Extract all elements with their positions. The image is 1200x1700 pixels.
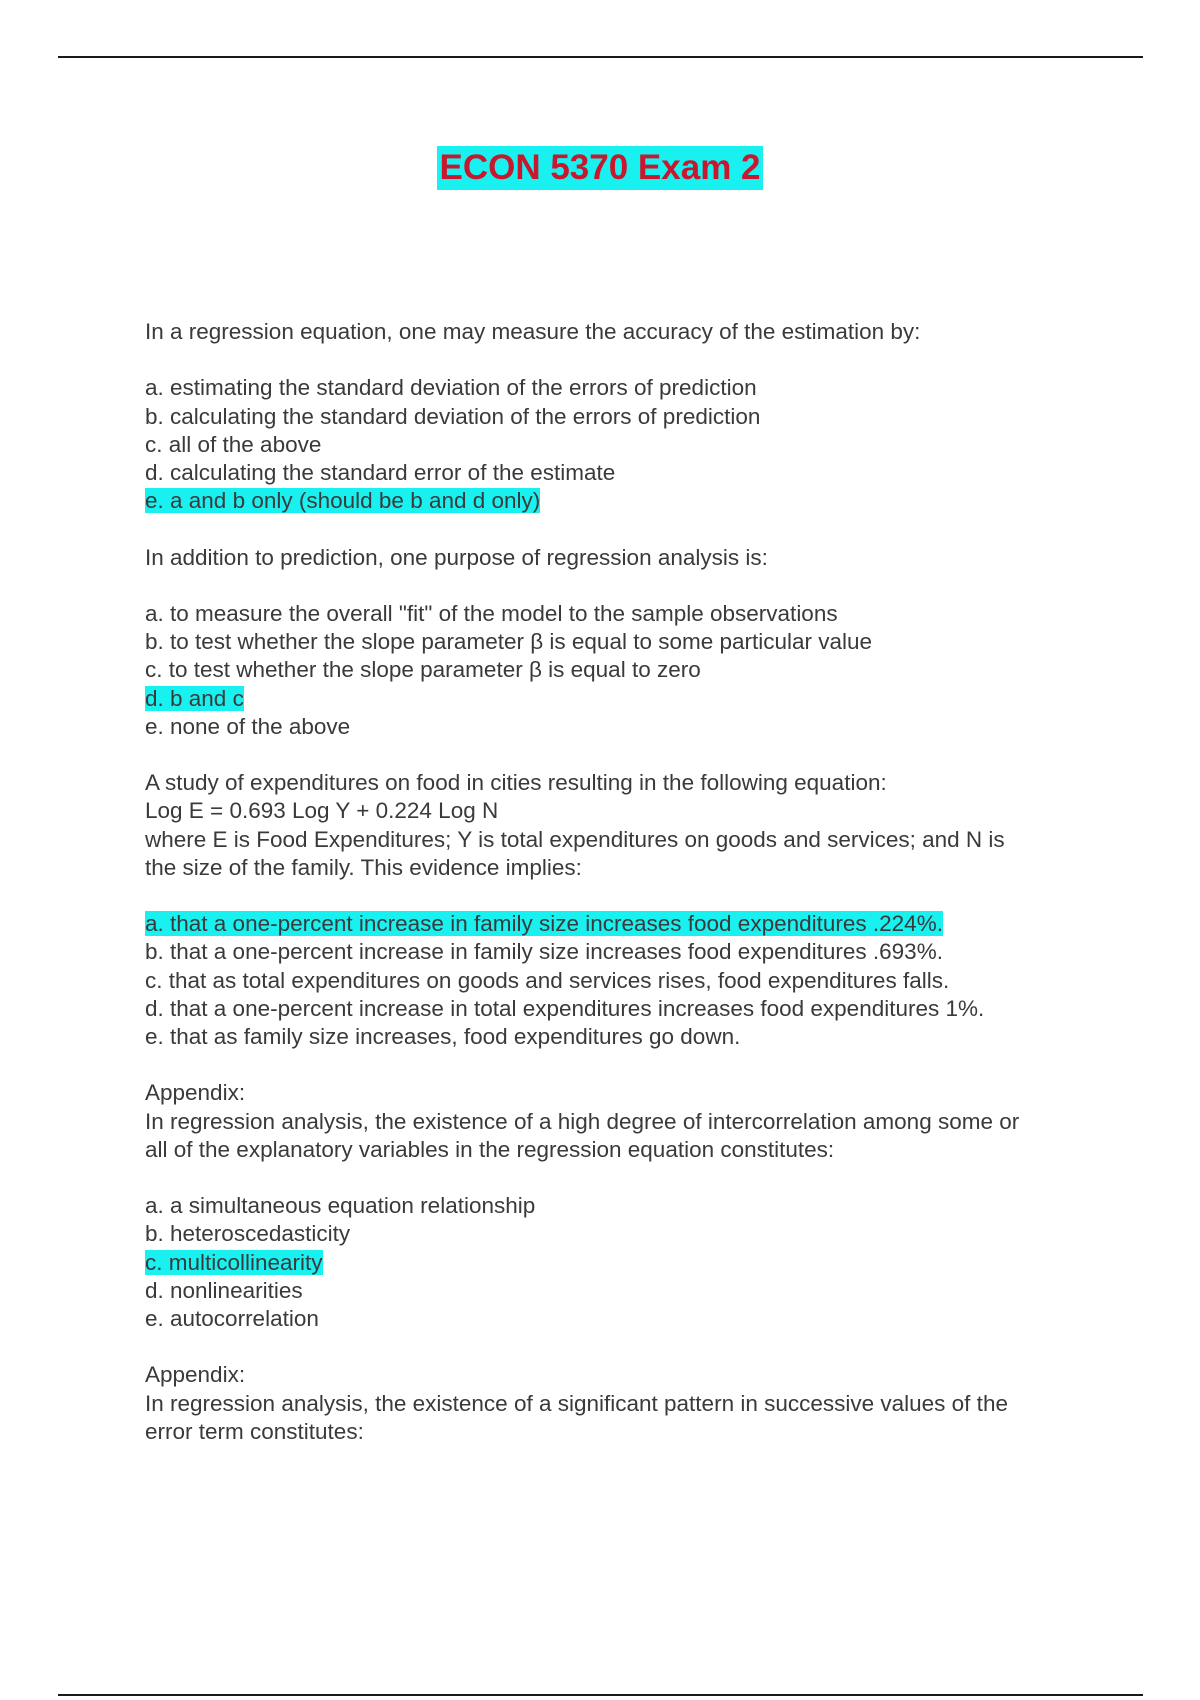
answer-option-text: e. none of the above <box>145 713 351 739</box>
highlighted-answer: d. b and c <box>145 685 244 711</box>
answer-option <box>145 374 1105 402</box>
answer-option <box>145 656 1105 684</box>
answer-option-text: a. a simultaneous equation relationship <box>145 1193 536 1219</box>
highlighted-answer: e. a and b only (should be b and d only) <box>145 488 541 514</box>
question-prompt-line: error term constitutes: <box>145 1418 364 1444</box>
answer-option <box>145 1220 1105 1248</box>
answer-option-selected <box>145 910 1105 938</box>
question-2 <box>145 544 1105 741</box>
answer-option <box>145 1023 1105 1051</box>
answer-option-text: b. calculating the standard deviation of the errors of prediction <box>145 403 761 429</box>
question-prompt-line: all of the explanatory variables in the regression equation constitutes: <box>145 1136 835 1162</box>
answer-option <box>145 967 1105 995</box>
question-prompt-line: In a regression equation, one may measure the accuracy of the estimation by: <box>145 319 921 344</box>
answer-option <box>145 431 1105 459</box>
question-3 <box>145 769 1105 1051</box>
answer-option-text: c. to test whether the slope parameter β is equal to zero <box>145 657 701 683</box>
answer-option-selected <box>145 685 1105 713</box>
question-prompt-line: In regression analysis, the existence of a significant pattern in successive values of the <box>145 1390 1008 1416</box>
top-rule <box>58 56 1143 58</box>
question-prompt-line: A study of expenditures on food in cities resulting in the following equation: <box>145 770 887 796</box>
question-prompt-line: In regression analysis, the existence of a high degree of intercorrelation among some or <box>145 1108 1020 1134</box>
title-container <box>0 146 1200 190</box>
answer-option <box>145 1192 1105 1220</box>
exam-content <box>145 318 1105 1446</box>
answer-option-text: b. heteroscedasticity <box>145 1221 351 1247</box>
answer-option <box>145 938 1105 966</box>
answer-option <box>145 713 1105 741</box>
answer-option-selected <box>145 487 1105 515</box>
bottom-rule <box>58 1694 1143 1696</box>
question-prompt-line: the size of the family. This evidence implies: <box>145 854 582 880</box>
answer-option-text: e. autocorrelation <box>145 1306 319 1331</box>
answer-option-text: d. calculating the standard error of the estimate <box>145 460 616 485</box>
answer-option-text: e. that as family size increases, food expenditures go down. <box>145 1024 741 1049</box>
answer-option <box>145 459 1105 487</box>
answer-option <box>145 600 1105 628</box>
highlighted-answer: c. multicollinearity <box>145 1249 323 1275</box>
answer-option-text: a. to measure the overall "fit" of the model to the sample observations <box>145 600 838 626</box>
appendix-label: Appendix: <box>145 1362 246 1388</box>
equation-line: Log E = 0.693 Log Y + 0.224 Log N <box>145 798 499 824</box>
question-prompt-line: where E is Food Expenditures; Y is total expenditures on goods and services; and N is <box>145 826 1005 852</box>
question-prompt-line: In addition to prediction, one purpose of regression analysis is: <box>145 544 768 570</box>
page-title: ECON 5370 Exam 2 <box>437 146 762 190</box>
answer-option <box>145 1305 1105 1333</box>
answer-option-selected <box>145 1249 1105 1277</box>
answer-option-text: d. that a one-percent increase in total expenditures increases food expenditures 1%. <box>145 995 985 1021</box>
answer-option-text: c. all of the above <box>145 431 322 457</box>
answer-option-text: b. to test whether the slope parameter β is equal to some particular value <box>145 629 873 655</box>
answer-option <box>145 403 1105 431</box>
answer-option-text: a. estimating the standard deviation of the errors of prediction <box>145 375 757 401</box>
answer-option-text: d. nonlinearities <box>145 1277 303 1303</box>
question-5 <box>145 1361 1105 1446</box>
answer-option <box>145 628 1105 656</box>
appendix-label: Appendix: <box>145 1080 246 1106</box>
answer-option <box>145 1277 1105 1305</box>
answer-option-text: c. that as total expenditures on goods and services rises, food expenditures falls. <box>145 967 950 993</box>
answer-option-text: b. that a one-percent increase in family size increases food expenditures .693%. <box>145 939 943 965</box>
highlighted-answer: a. that a one-percent increase in family size increases food expenditures .224%. <box>145 911 943 937</box>
question-1 <box>145 318 1105 515</box>
question-4 <box>145 1079 1105 1333</box>
answer-option <box>145 995 1105 1023</box>
